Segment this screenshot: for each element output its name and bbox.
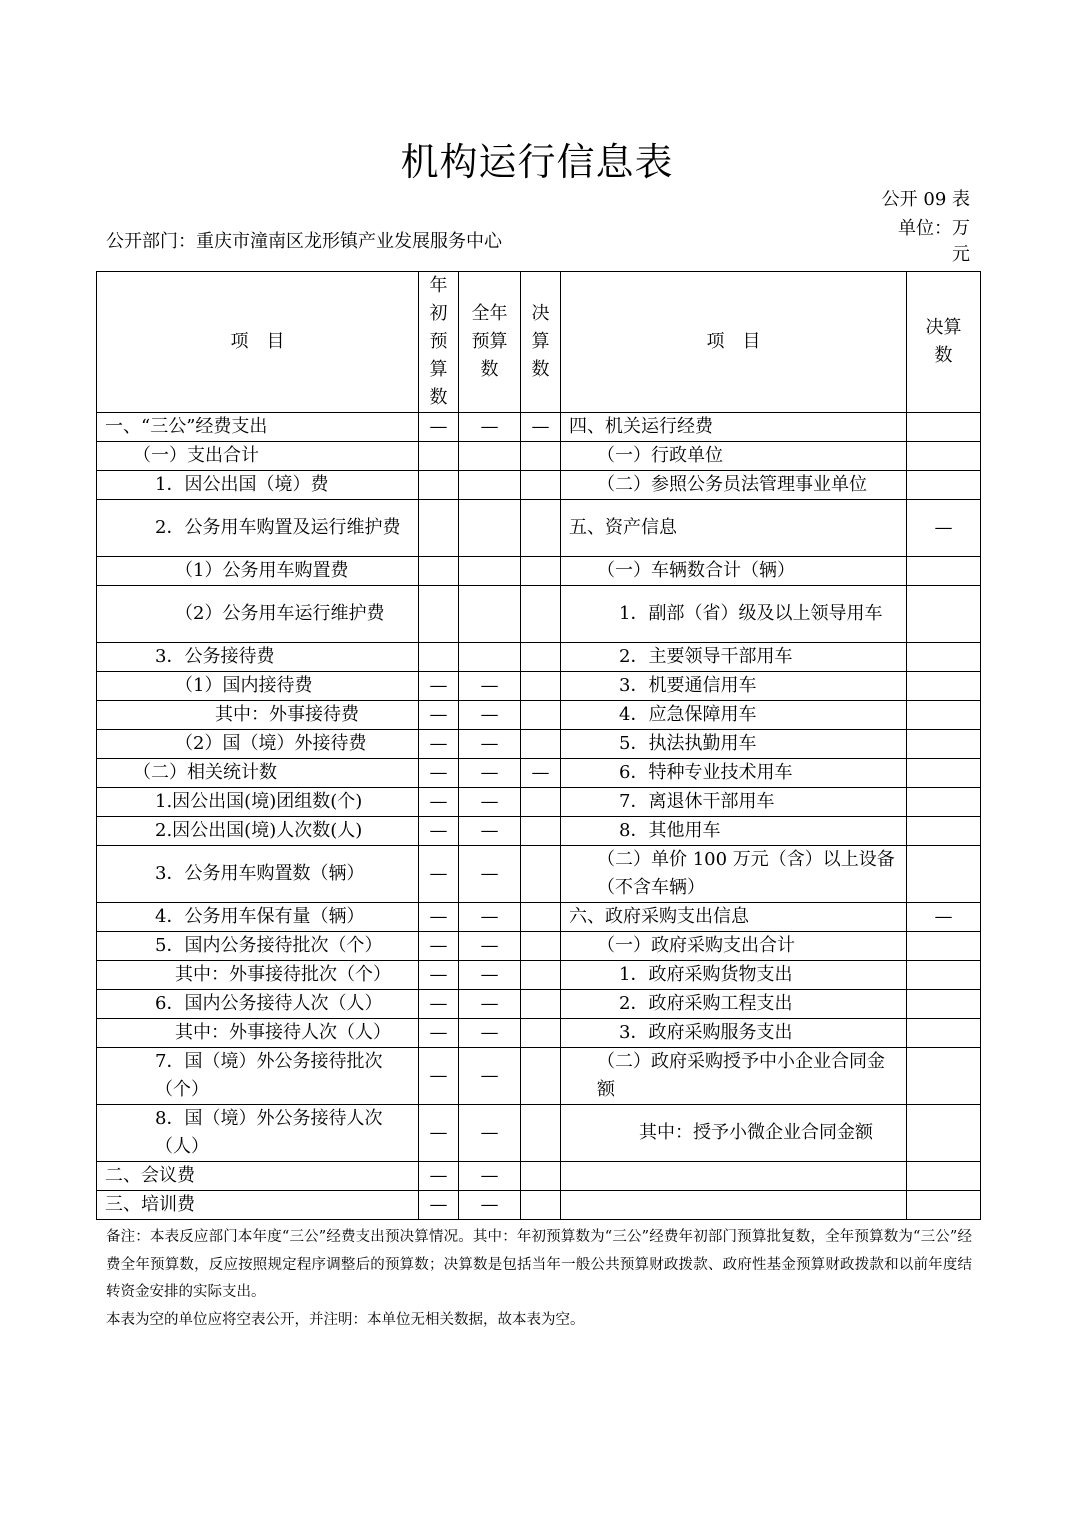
row-right-final	[907, 932, 981, 961]
row-right-final	[907, 672, 981, 701]
row-final-account	[521, 701, 561, 730]
row-annual-budget: —	[459, 932, 521, 961]
row-right-item: 5．执法执勤用车	[561, 730, 907, 759]
row-annual-budget: —	[459, 1162, 521, 1191]
row-initial-budget: —	[419, 1105, 459, 1162]
row-annual-budget	[459, 442, 521, 471]
row-left-item: 其中：外事接待人次（人）	[97, 1019, 419, 1048]
row-final-account	[521, 990, 561, 1019]
row-left-item: （2）国（境）外接待费	[97, 730, 419, 759]
header-right-item: 项 目	[561, 272, 907, 413]
row-initial-budget	[419, 586, 459, 643]
row-annual-budget	[459, 643, 521, 672]
row-final-account	[521, 788, 561, 817]
table-row	[97, 961, 981, 990]
row-final-account	[521, 1162, 561, 1191]
row-left-item: 5．国内公务接待批次（个）	[97, 932, 419, 961]
table-row	[97, 730, 981, 759]
row-annual-budget: —	[459, 413, 521, 442]
row-right-item: 3．政府采购服务支出	[561, 1019, 907, 1048]
row-initial-budget: —	[419, 1019, 459, 1048]
row-left-item: （一）支出合计	[97, 442, 419, 471]
row-annual-budget	[459, 586, 521, 643]
page-title: 机构运行信息表	[400, 140, 674, 184]
row-annual-budget	[459, 471, 521, 500]
form-code: 公开 09 表	[881, 189, 970, 210]
row-left-item: 其中：外事接待批次（个）	[97, 961, 419, 990]
table-row	[97, 643, 981, 672]
row-right-item: 四、机关运行经费	[561, 413, 907, 442]
row-left-item: 4．公务用车保有量（辆）	[97, 903, 419, 932]
row-annual-budget: —	[459, 1048, 521, 1105]
row-final-account	[521, 961, 561, 990]
row-annual-budget: —	[459, 817, 521, 846]
row-initial-budget	[419, 500, 459, 557]
table-row	[97, 1048, 981, 1105]
header-right-final: 决算数	[907, 272, 981, 413]
table-row	[97, 903, 981, 932]
table-row	[97, 557, 981, 586]
table-row	[97, 413, 981, 442]
row-right-item	[561, 1162, 907, 1191]
row-initial-budget: —	[419, 817, 459, 846]
row-initial-budget: —	[419, 1162, 459, 1191]
table-row	[97, 990, 981, 1019]
table-row	[97, 1105, 981, 1162]
row-final-account	[521, 442, 561, 471]
row-right-final	[907, 990, 981, 1019]
row-initial-budget: —	[419, 1191, 459, 1220]
row-final-account	[521, 903, 561, 932]
row-final-account	[521, 586, 561, 643]
row-final-account	[521, 471, 561, 500]
row-right-final	[907, 413, 981, 442]
row-initial-budget: —	[419, 903, 459, 932]
row-final-account	[521, 730, 561, 759]
row-right-item: 7．离退休干部用车	[561, 788, 907, 817]
row-initial-budget: —	[419, 730, 459, 759]
row-left-item: 3．公务用车购置数（辆）	[97, 846, 419, 903]
row-final-account	[521, 1105, 561, 1162]
row-right-item: 1．政府采购货物支出	[561, 961, 907, 990]
row-annual-budget	[459, 500, 521, 557]
department-label: 公开部门：重庆市潼南区龙形镇产业发展服务中心	[106, 231, 502, 252]
notes	[106, 1224, 972, 1334]
row-annual-budget	[459, 557, 521, 586]
row-left-item: 7．国（境）外公务接待批次（个）	[97, 1048, 419, 1105]
row-right-item: 2．主要领导干部用车	[561, 643, 907, 672]
row-final-account	[521, 672, 561, 701]
note-empty-table: 本表为空的单位应将空表公开，并注明：本单位无相关数据，故本表为空。	[106, 1311, 585, 1328]
row-right-item: 3．机要通信用车	[561, 672, 907, 701]
table-row	[97, 1191, 981, 1220]
row-final-account	[521, 643, 561, 672]
table-row	[97, 817, 981, 846]
row-right-final	[907, 961, 981, 990]
row-initial-budget	[419, 557, 459, 586]
table-row	[97, 586, 981, 643]
table-header-row	[97, 272, 981, 413]
row-left-item: （2）公务用车运行维护费	[97, 586, 419, 643]
row-annual-budget: —	[459, 961, 521, 990]
row-annual-budget: —	[459, 672, 521, 701]
row-right-item: （二）单价 100 万元（含）以上设备（不含车辆）	[561, 846, 907, 903]
row-left-item: 2.因公出国(境)人次数(人)	[97, 817, 419, 846]
row-right-final	[907, 788, 981, 817]
row-right-item: 1．副部（省）级及以上领导用车	[561, 586, 907, 643]
row-right-final: —	[907, 500, 981, 557]
row-final-account	[521, 817, 561, 846]
header-initial-budget: 年初预算数	[419, 272, 459, 413]
row-initial-budget: —	[419, 1048, 459, 1105]
row-left-item: 1．因公出国（境）费	[97, 471, 419, 500]
row-right-item: （一）车辆数合计（辆）	[561, 557, 907, 586]
row-right-item: 六、政府采购支出信息	[561, 903, 907, 932]
table-row	[97, 932, 981, 961]
row-left-item: 二、会议费	[97, 1162, 419, 1191]
row-final-account	[521, 1048, 561, 1105]
row-annual-budget: —	[459, 759, 521, 788]
row-final-account: —	[521, 759, 561, 788]
header-final-account: 决算数	[521, 272, 561, 413]
row-initial-budget: —	[419, 759, 459, 788]
row-left-item: 其中：外事接待费	[97, 701, 419, 730]
row-right-item: 8．其他用车	[561, 817, 907, 846]
row-right-item: （一）行政单位	[561, 442, 907, 471]
table-row	[97, 442, 981, 471]
row-right-item: （二）参照公务员法管理事业单位	[561, 471, 907, 500]
row-right-final	[907, 1191, 981, 1220]
row-initial-budget: —	[419, 961, 459, 990]
table-row	[97, 701, 981, 730]
row-right-final	[907, 586, 981, 643]
row-right-final	[907, 557, 981, 586]
row-final-account	[521, 932, 561, 961]
table-row	[97, 788, 981, 817]
table-row	[97, 1162, 981, 1191]
row-right-final	[907, 1048, 981, 1105]
row-left-item: 3．公务接待费	[97, 643, 419, 672]
row-right-final	[907, 759, 981, 788]
row-annual-budget: —	[459, 701, 521, 730]
row-right-item: 4．应急保障用车	[561, 701, 907, 730]
row-annual-budget: —	[459, 1105, 521, 1162]
header-left-item: 项 目	[97, 272, 419, 413]
row-annual-budget: —	[459, 1191, 521, 1220]
row-left-item: 8．国（境）外公务接待人次（人）	[97, 1105, 419, 1162]
row-annual-budget: —	[459, 990, 521, 1019]
table-row	[97, 500, 981, 557]
row-initial-budget: —	[419, 672, 459, 701]
row-final-account	[521, 1019, 561, 1048]
row-initial-budget	[419, 643, 459, 672]
row-annual-budget: —	[459, 788, 521, 817]
row-final-account: —	[521, 413, 561, 442]
row-right-final	[907, 1162, 981, 1191]
table-row	[97, 1019, 981, 1048]
row-right-final	[907, 442, 981, 471]
row-right-final	[907, 643, 981, 672]
row-final-account	[521, 1191, 561, 1220]
row-right-final	[907, 846, 981, 903]
row-annual-budget: —	[459, 903, 521, 932]
row-initial-budget: —	[419, 701, 459, 730]
row-initial-budget: —	[419, 413, 459, 442]
row-initial-budget: —	[419, 990, 459, 1019]
row-final-account	[521, 846, 561, 903]
table-row	[97, 759, 981, 788]
row-left-item: （1）公务用车购置费	[97, 557, 419, 586]
table-row	[97, 471, 981, 500]
row-left-item: （1）国内接待费	[97, 672, 419, 701]
row-annual-budget: —	[459, 730, 521, 759]
row-right-final: —	[907, 903, 981, 932]
unit-label: 单位：万元	[898, 218, 970, 265]
header-annual-budget: 全年预算数	[459, 272, 521, 413]
info-table	[96, 271, 981, 1220]
row-left-item: 6．国内公务接待人次（人）	[97, 990, 419, 1019]
row-right-final	[907, 1019, 981, 1048]
row-initial-budget: —	[419, 932, 459, 961]
row-right-item: 2．政府采购工程支出	[561, 990, 907, 1019]
row-final-account	[521, 500, 561, 557]
note-remark: 备注：本表反应部门本年度“三公”经费支出预决算情况。其中：年初预算数为“三公”经费年初部门预算批复数，全年预算数为“三公”经费全年预算数，反应按照规定程序调整后的预算数；决算数是包括当年一般公共预算财政拨款、政府性基金预算财政拨款和以前年度结转资金安排的实际支出。	[106, 1229, 972, 1300]
row-right-final	[907, 471, 981, 500]
row-final-account	[521, 557, 561, 586]
row-right-final	[907, 701, 981, 730]
row-right-final	[907, 817, 981, 846]
row-right-item: 五、资产信息	[561, 500, 907, 557]
row-right-item: （二）政府采购授予中小企业合同金额	[561, 1048, 907, 1105]
row-right-item: 其中：授予小微企业合同金额	[561, 1105, 907, 1162]
row-annual-budget: —	[459, 846, 521, 903]
table-row	[97, 846, 981, 903]
row-left-item: 1.因公出国(境)团组数(个)	[97, 788, 419, 817]
row-right-final	[907, 1105, 981, 1162]
row-right-item	[561, 1191, 907, 1220]
row-right-final	[907, 730, 981, 759]
row-left-item: 三、培训费	[97, 1191, 419, 1220]
row-left-item: 2．公务用车购置及运行维护费	[97, 500, 419, 557]
row-initial-budget: —	[419, 846, 459, 903]
row-right-item: 6．特种专业技术用车	[561, 759, 907, 788]
row-initial-budget: —	[419, 788, 459, 817]
row-right-item: （一）政府采购支出合计	[561, 932, 907, 961]
row-initial-budget	[419, 442, 459, 471]
row-left-item: （二）相关统计数	[97, 759, 419, 788]
row-annual-budget: —	[459, 1019, 521, 1048]
table-row	[97, 672, 981, 701]
row-initial-budget	[419, 471, 459, 500]
row-left-item: 一、“三公”经费支出	[97, 413, 419, 442]
